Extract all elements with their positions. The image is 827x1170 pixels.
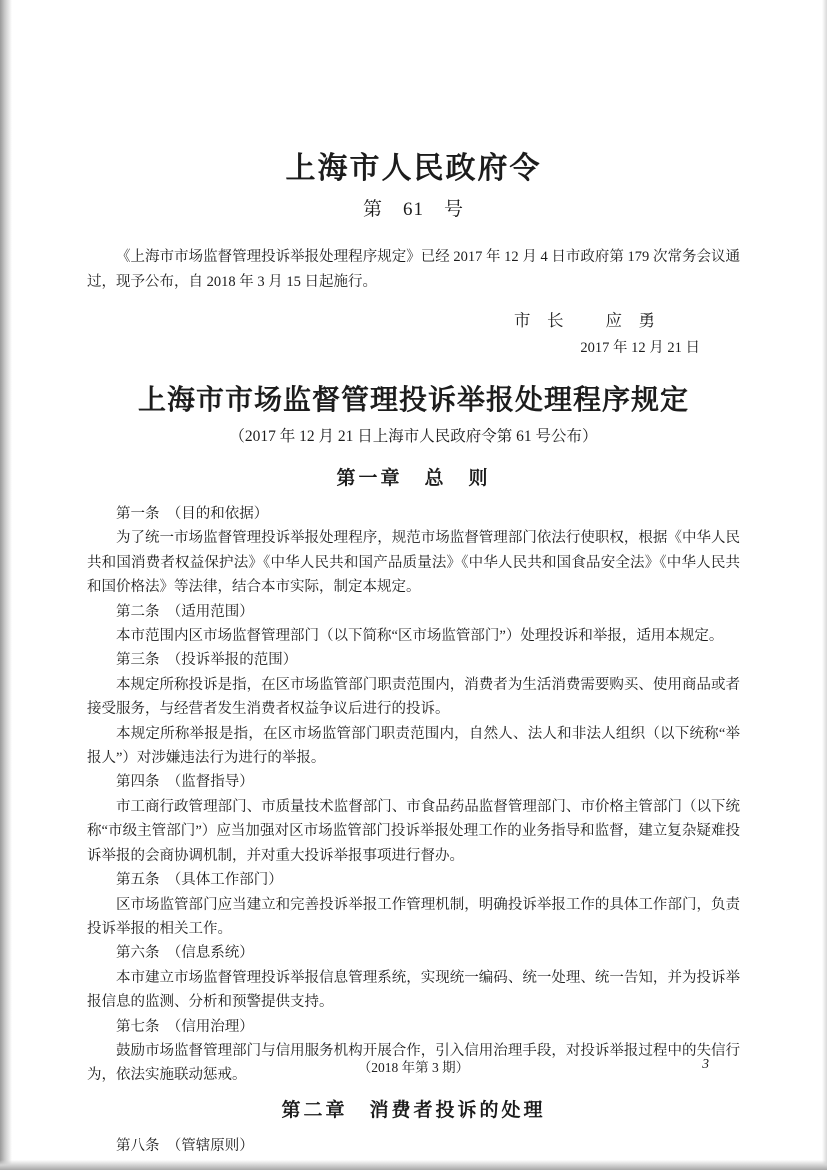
- body-paragraph: 市工商行政管理部门、市质量技术监督部门、市食品药品监督管理部门、市价格主管部门（以下统称“市级主管部门”）应当加强对区市场监管部门投诉举报处理工作的业务指导和监督，建立复杂疑难投诉举报的会商协调机制，并对重大投诉举报事项进行督办。: [87, 798, 740, 864]
- chapter-heading: 第二章 消费者投诉的处理: [281, 1099, 546, 1121]
- signature-date: 2017 年 12 月 21 日: [580, 340, 700, 356]
- chapter-heading: 第一章 总 则: [336, 468, 491, 489]
- article-heading: 第一条 （目的和依据）: [116, 506, 269, 522]
- body-paragraph: 鼓励市场监督管理部门与信用服务机构开展合作，引入信用治理手段，对投诉举报过程中的失信行为，依法实施联动惩戒。: [87, 1042, 740, 1084]
- body-paragraph: 本市范围内区市场监督管理部门（以下简称“区市场监管部门”）处理投诉和举报，适用本规定。: [116, 628, 724, 645]
- regulation-section: [87, 381, 740, 1158]
- document-body: [87, 466, 740, 1158]
- page-content: [0, 150, 827, 1158]
- body-paragraph: 区市场监管部门应当建立和完善投诉举报工作管理机制，明确投诉举报工作的具体工作部门，负责投诉举报的相关工作。: [87, 896, 740, 937]
- article-heading: 第五条 （具体工作部门）: [116, 872, 283, 889]
- article-heading: 第八条 （管辖原则）: [116, 1137, 254, 1154]
- regulation-title: 上海市市场监督管理投诉举报处理程序规定: [137, 384, 689, 415]
- signature-row: [87, 309, 740, 333]
- order-header: [87, 150, 740, 359]
- article-heading: 第七条 （信用治理）: [116, 1018, 254, 1035]
- scan-edge-bottom: [0, 1160, 827, 1170]
- signer-name: 应 勇: [605, 311, 655, 330]
- body-paragraph: 本规定所称举报是指，在区市场监管部门职责范围内，自然人、法人和非法人组织（以下统称“举报人”）对涉嫌违法行为进行的举报。: [87, 725, 740, 767]
- article-heading: 第二条 （适用范围）: [116, 603, 254, 620]
- body-paragraph: 本规定所称投诉是指，在区市场监管部门职责范围内，消费者为生活消费需要购买、使用商品或者接受服务，与经营者发生消费者权益争议后进行的投诉。: [87, 676, 740, 718]
- article-heading: 第三条 （投诉举报的范围）: [116, 652, 298, 669]
- article-heading: 第四条 （监督指导）: [116, 774, 254, 791]
- body-paragraph: 本市建立市场监督管理投诉举报信息管理系统，实现统一编码、统一处理、统一告知，并为投诉举报信息的监测、分析和预警提供支持。: [87, 969, 740, 1011]
- body-paragraph: 为了统一市场监督管理投诉举报处理程序，规范市场监督管理部门依法行使职权，根据《中华人民共和国消费者权益保护法》《中华人民共和国产品质量法》《中华人民共和国食品安全法》《中华人民共和国价格法》等法律，结合本市实际，制定本规定。: [87, 530, 740, 596]
- publication-note: （2017 年 12 月 21 日上海市人民政府令第 61 号公布）: [229, 428, 598, 445]
- order-announcement: 《上海市市场监督管理投诉举报处理程序规定》已经 2017 年 12 月 4 日市政府第 179 次常务会议通过，现予公布，自 2018 年 3 月 15 日起施行。: [87, 249, 740, 290]
- signer-title: 市 长: [514, 311, 564, 330]
- gazette-issue: （2018 年第 3 期）: [357, 1060, 470, 1075]
- article-heading: 第六条 （信息系统）: [116, 945, 254, 962]
- page-number: 3: [702, 1056, 709, 1071]
- gov-order-title: 上海市人民政府令: [285, 152, 542, 185]
- gov-order-number: 第 61 号: [362, 199, 464, 220]
